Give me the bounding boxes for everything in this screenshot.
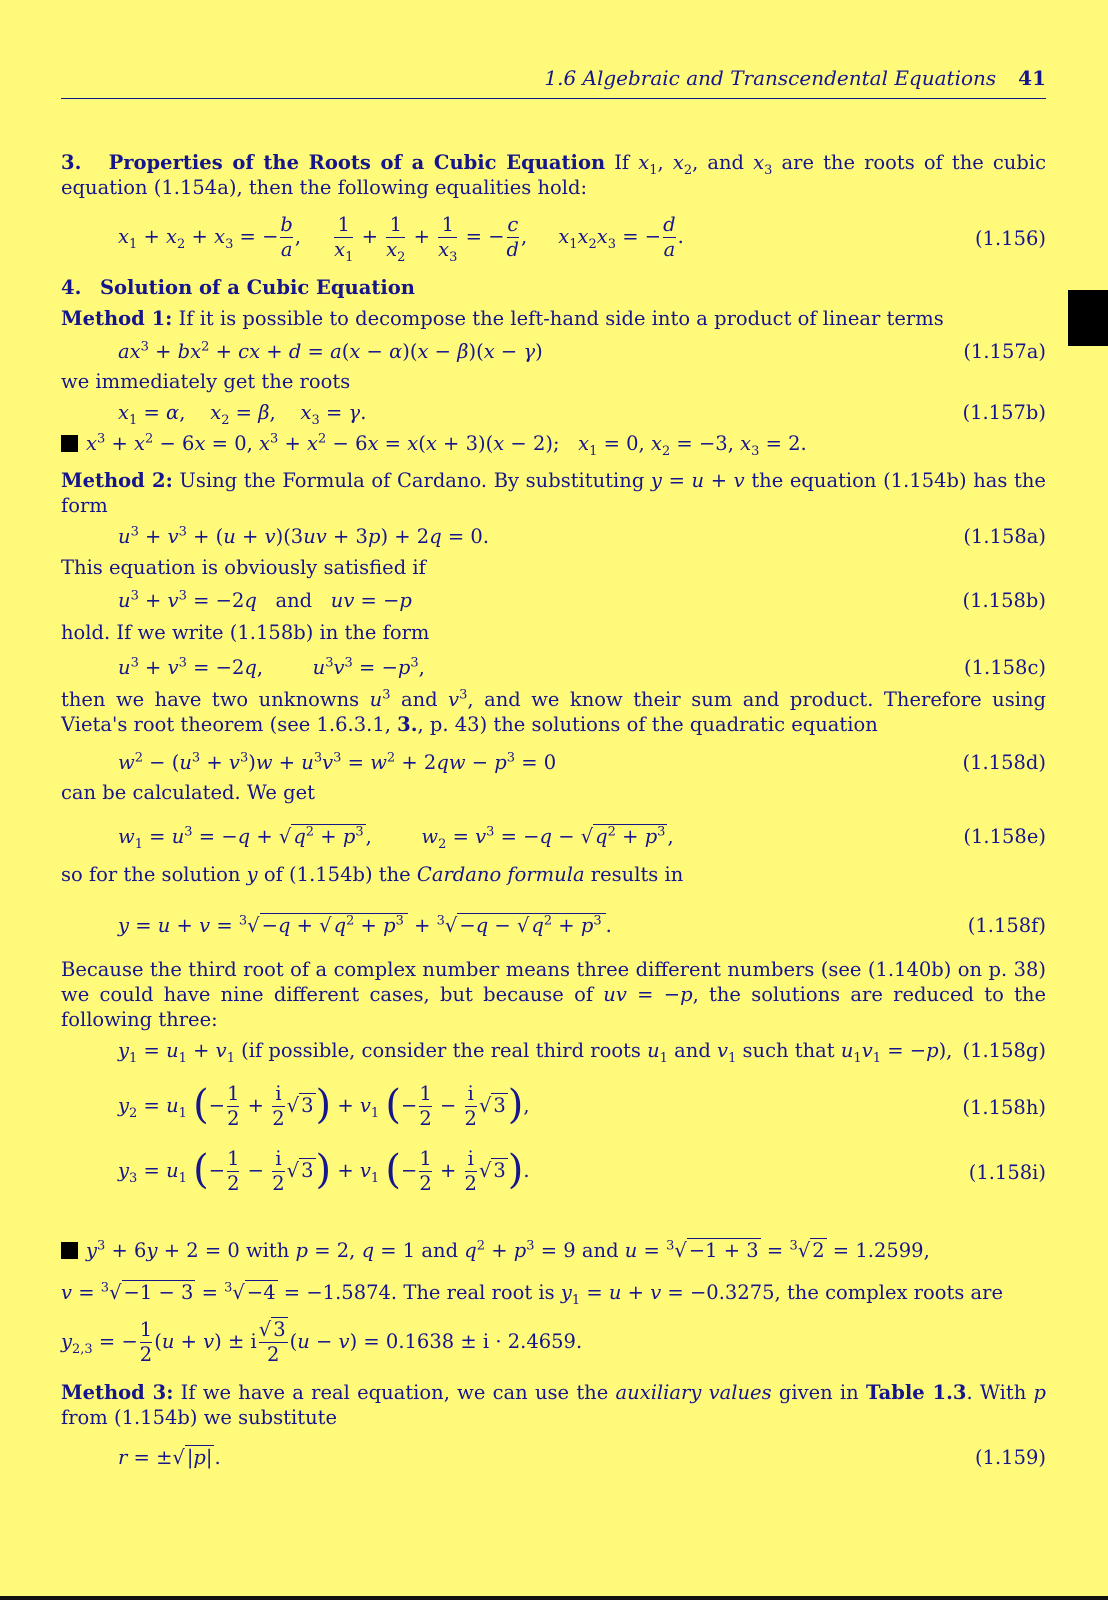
equation-1-157a: $ax^3 + bx^2$ + cx + d = a(x − α)(x − β)(x − γ) (1.157a) <box>118 339 1046 363</box>
eq-number-1-158f: (1.158f) <box>967 914 1046 937</box>
section4-heading: Solution of a Cubic Equation <box>99 276 415 299</box>
equation-1-158f: y = u + v = $^3$√ −q + √ $q^2 + p^3 + ^3√ -q$ − √ $q^2 + p^3$ . (1.158f) <box>118 913 1046 937</box>
method2-text-b: the equation (1.154b) has the form <box>61 469 1046 517</box>
ex2-and1: and <box>415 1239 465 1262</box>
method2-example-line1: $y^3 + 6y + 2 = 0$ with p = 2, q = 1 and $q^2 + p^3 = 9$ and u = $^3$√ −1 + 3 = $^3$√ 2 = 1.2599, <box>61 1238 1046 1263</box>
cardano-formula-term: Cardano formula <box>416 863 585 886</box>
then-bold-ref: 3. <box>397 713 418 736</box>
section3-number: 3. <box>61 151 82 174</box>
so-text-c: results in <box>584 863 684 886</box>
method1-label: Method 1: <box>61 307 173 330</box>
equation-1-159: r = ±√ |p| . (1.159) <box>118 1446 1046 1469</box>
then-text-b: and <box>390 688 449 711</box>
method2-then-paragraph: then we have two unknowns $u^3$ and $v^3$, and we know their sum and product. Therefore using Vieta's root theorem (see 1.6.3.1, 3., p. 43) the solutions of the quadratic equation <box>61 687 1046 736</box>
equation-1-158i: $y_3 = u_1$ (− $\frac{1}{2}$ − $\frac{i}{2}$ √ $3) + v_1$ (− $\frac{1}{2}$ + $\frac{i}{2}$ √ 3). (1.158i) <box>118 1147 1046 1195</box>
section3-heading: Properties of the Roots of a Cubic Equation <box>108 151 606 174</box>
running-header <box>61 66 1046 99</box>
example-bullet-icon <box>61 1242 78 1259</box>
because-text-b: , the solutions are reduced to the following three: <box>61 983 1047 1031</box>
equation-1-156: $x_1 + x_2 + x_3$ = − $\frac{b}{a}$ , $\frac{1}{x_1}$ + $\frac{1}{x_2}$ + $\frac{1}{x_3}$ = − $\frac{c}{d}$ , $x_1x_2x_3$ = − $\frac{d}{a}$ . (1.156) <box>118 213 1046 265</box>
method2-example-line3: $y_{2,3}$ = − $\frac{1}{2}$ (u + v) ± i $\frac{√ 3}{2}$ (u − v) = 0.1638 ± i · 2.4659. <box>61 1318 583 1366</box>
ex2-and2: and <box>575 1239 625 1262</box>
method2-example-line2: v = $^3$√ −1 − 3 = $^3$√ −4 = −1.5874. The real root is $y_1 = u + v = -0.3275$, the complex roots are <box>61 1280 1004 1308</box>
example-bullet-icon <box>61 435 78 452</box>
method3-text-c: . With <box>966 1381 1034 1404</box>
eq-number-1-158d: (1.158d) <box>962 751 1046 774</box>
method2-hold-text: hold. If we write (1.158b) in the form <box>61 621 430 644</box>
then-text-d: , p. 43) the solutions of the quadratic equation <box>417 713 878 736</box>
section3-text-a: If <box>614 151 639 174</box>
page-number: 41 <box>1018 66 1046 90</box>
method2-text-a: Using the Formula of Cardano. By substituting <box>179 469 651 492</box>
method2-satisfied-text: This equation is obviously satisfied if <box>61 556 426 579</box>
eq-number-1-157a: (1.157a) <box>963 340 1046 363</box>
section4-heading-line <box>61 275 1046 300</box>
eq-number-1-158b: (1.158b) <box>962 589 1046 612</box>
equation-1-158d: $w^2 - (u^3 + v^3)w + u^3v^3 = w^2 + 2qw - p^3 = 0$ (1.158d) <box>118 750 1046 774</box>
section3-text-b: are the roots of the cubic equation (1.154a), then the following equalities hold: <box>61 151 1047 199</box>
method2-calc-text: can be calculated. We get <box>61 781 315 804</box>
eq-number-1-157b: (1.157b) <box>962 401 1046 424</box>
ex2-line2b: , the complex roots are <box>774 1281 1004 1304</box>
eq-number-1-158c: (1.158c) <box>964 656 1046 679</box>
equation-1-158h: $y_2 = u_1$ (− $\frac{1}{2}$ + $\frac{i}{2}$ √ $3) + v_1$ (− $\frac{1}{2}$ − $\frac{i}{2}$ √ 3), (1.158h) <box>118 1082 1046 1130</box>
method2-so-text: so for the solution y of (1.154b) the Cardano formula results in <box>61 863 684 886</box>
then-text-a: then we have two unknowns <box>61 688 370 711</box>
equation-1-158e: $w_1 = u^3 = -q$ + √ $q^2 + p^3$ , $w_2 = v^3 = -q$ − √ $q^2 + p^3$ , (1.158e) <box>118 824 1046 852</box>
eq-number-1-158i: (1.158i) <box>968 1161 1046 1184</box>
because-text-a: Because the third root of a complex number means three different numbers (see (1.140b) on p. 38) we could have nine different cases, but because of <box>61 958 1046 1006</box>
method3-label: Method 3: <box>61 1381 174 1404</box>
method3-text-b: given in <box>771 1381 866 1404</box>
method3-text-a: If we have a real equation, we can use the <box>180 1381 616 1404</box>
eq-number-1-158a: (1.158a) <box>963 525 1046 548</box>
ex2-line2: . The real root is <box>390 1281 561 1304</box>
eq-number-1-159: (1.159) <box>974 1446 1046 1469</box>
so-text-b: of (1.154b) the <box>257 863 417 886</box>
method1-paragraph <box>61 306 1046 331</box>
and-word: and <box>275 589 313 612</box>
method2-because-paragraph: Because the third root of a complex number means three different numbers (see (1.140b) on p. 38) we could have nine different cases, but because of uv = −p, the solutions are reduced to the following three: <box>61 958 1047 1031</box>
method1-example: $x^3 + x^2 - 6x = 0$, $x^3 + x^2 - 6x = x(x + 3)(x - 2)$; $x_1 = 0$, $x_2 = -3$, $x_3 = 2$. <box>61 431 1046 456</box>
thumb-tab-marker <box>1068 290 1108 346</box>
eq-g-and: and <box>667 1039 718 1062</box>
auxiliary-values-term: auxiliary values <box>615 1381 772 1404</box>
section4-number: 4. <box>61 276 82 299</box>
so-text-a: so for the solution <box>61 863 247 886</box>
header-title: 1.6 Algebraic and Transcendental Equations <box>544 66 997 90</box>
eq-number-1-158g: (1.158g) <box>962 1039 1046 1062</box>
eq-g-such: such that <box>736 1039 841 1062</box>
eq-g-text: (if possible, consider the real third roots <box>234 1039 648 1062</box>
equation-1-158b: $u^3 + v^3 = -2q$ and uv = −p (1.158b) <box>118 588 1046 612</box>
ex2-with: with <box>239 1239 296 1262</box>
equation-1-158a: $u^3 + v^3 + (u + v)(3uv + 3p) + 2q = 0$. (1.158a) <box>118 524 1046 548</box>
equation-1-158g: $y_1 = u_1 + v_1$ (if possible, consider the real third roots $u_1$ and $v_1$ such that $u_1v_1 = -p$), (1.158g) <box>118 1039 1046 1066</box>
eq-number-1-156: (1.156) <box>974 227 1046 250</box>
equation-1-157b: $x_1 = \alpha$, $x_2 = \beta$, $x_3 = \gamma$. (1.157b) <box>118 401 1046 428</box>
table-ref: Table 1.3 <box>865 1381 967 1404</box>
method2-paragraph: Method 2: Using the Formula of Cardano. By substituting y = u + v the equation (1.154b) has the form <box>61 469 1046 517</box>
eq-number-1-158e: (1.158e) <box>963 825 1046 848</box>
method3-text-d: from (1.154b) we substitute <box>61 1406 338 1429</box>
then-text-c: , and we know their sum and product. Therefore using Vieta's root theorem (see 1.6.3.1, <box>61 688 1046 736</box>
ex2-val1: = 1.2599, <box>826 1239 930 1262</box>
method3-paragraph: Method 3: If we have a real equation, we can use the auxiliary values given in Table 1.3. With p from (1.154b) we substitute <box>61 1381 1046 1429</box>
method2-label: Method 2: <box>61 469 173 492</box>
eq-number-1-158h: (1.158h) <box>962 1096 1046 1119</box>
method1-roots-text: we immediately get the roots <box>61 370 351 393</box>
section3-paragraph: 3. Properties of the Roots of a Cubic Equation If $x_1$, $x_2$, and $x_3$ are the roots of the cubic equation (1.154a), then the following equalities hold: <box>61 151 1047 199</box>
method1-text: If it is possible to decompose the left-hand side into a product of linear terms <box>178 307 944 330</box>
equation-1-158c: $u^3 + v^3 = -2q$, $u^3v^3 = -p^3$, (1.158c) <box>118 655 1046 679</box>
page <box>61 0 1046 1600</box>
